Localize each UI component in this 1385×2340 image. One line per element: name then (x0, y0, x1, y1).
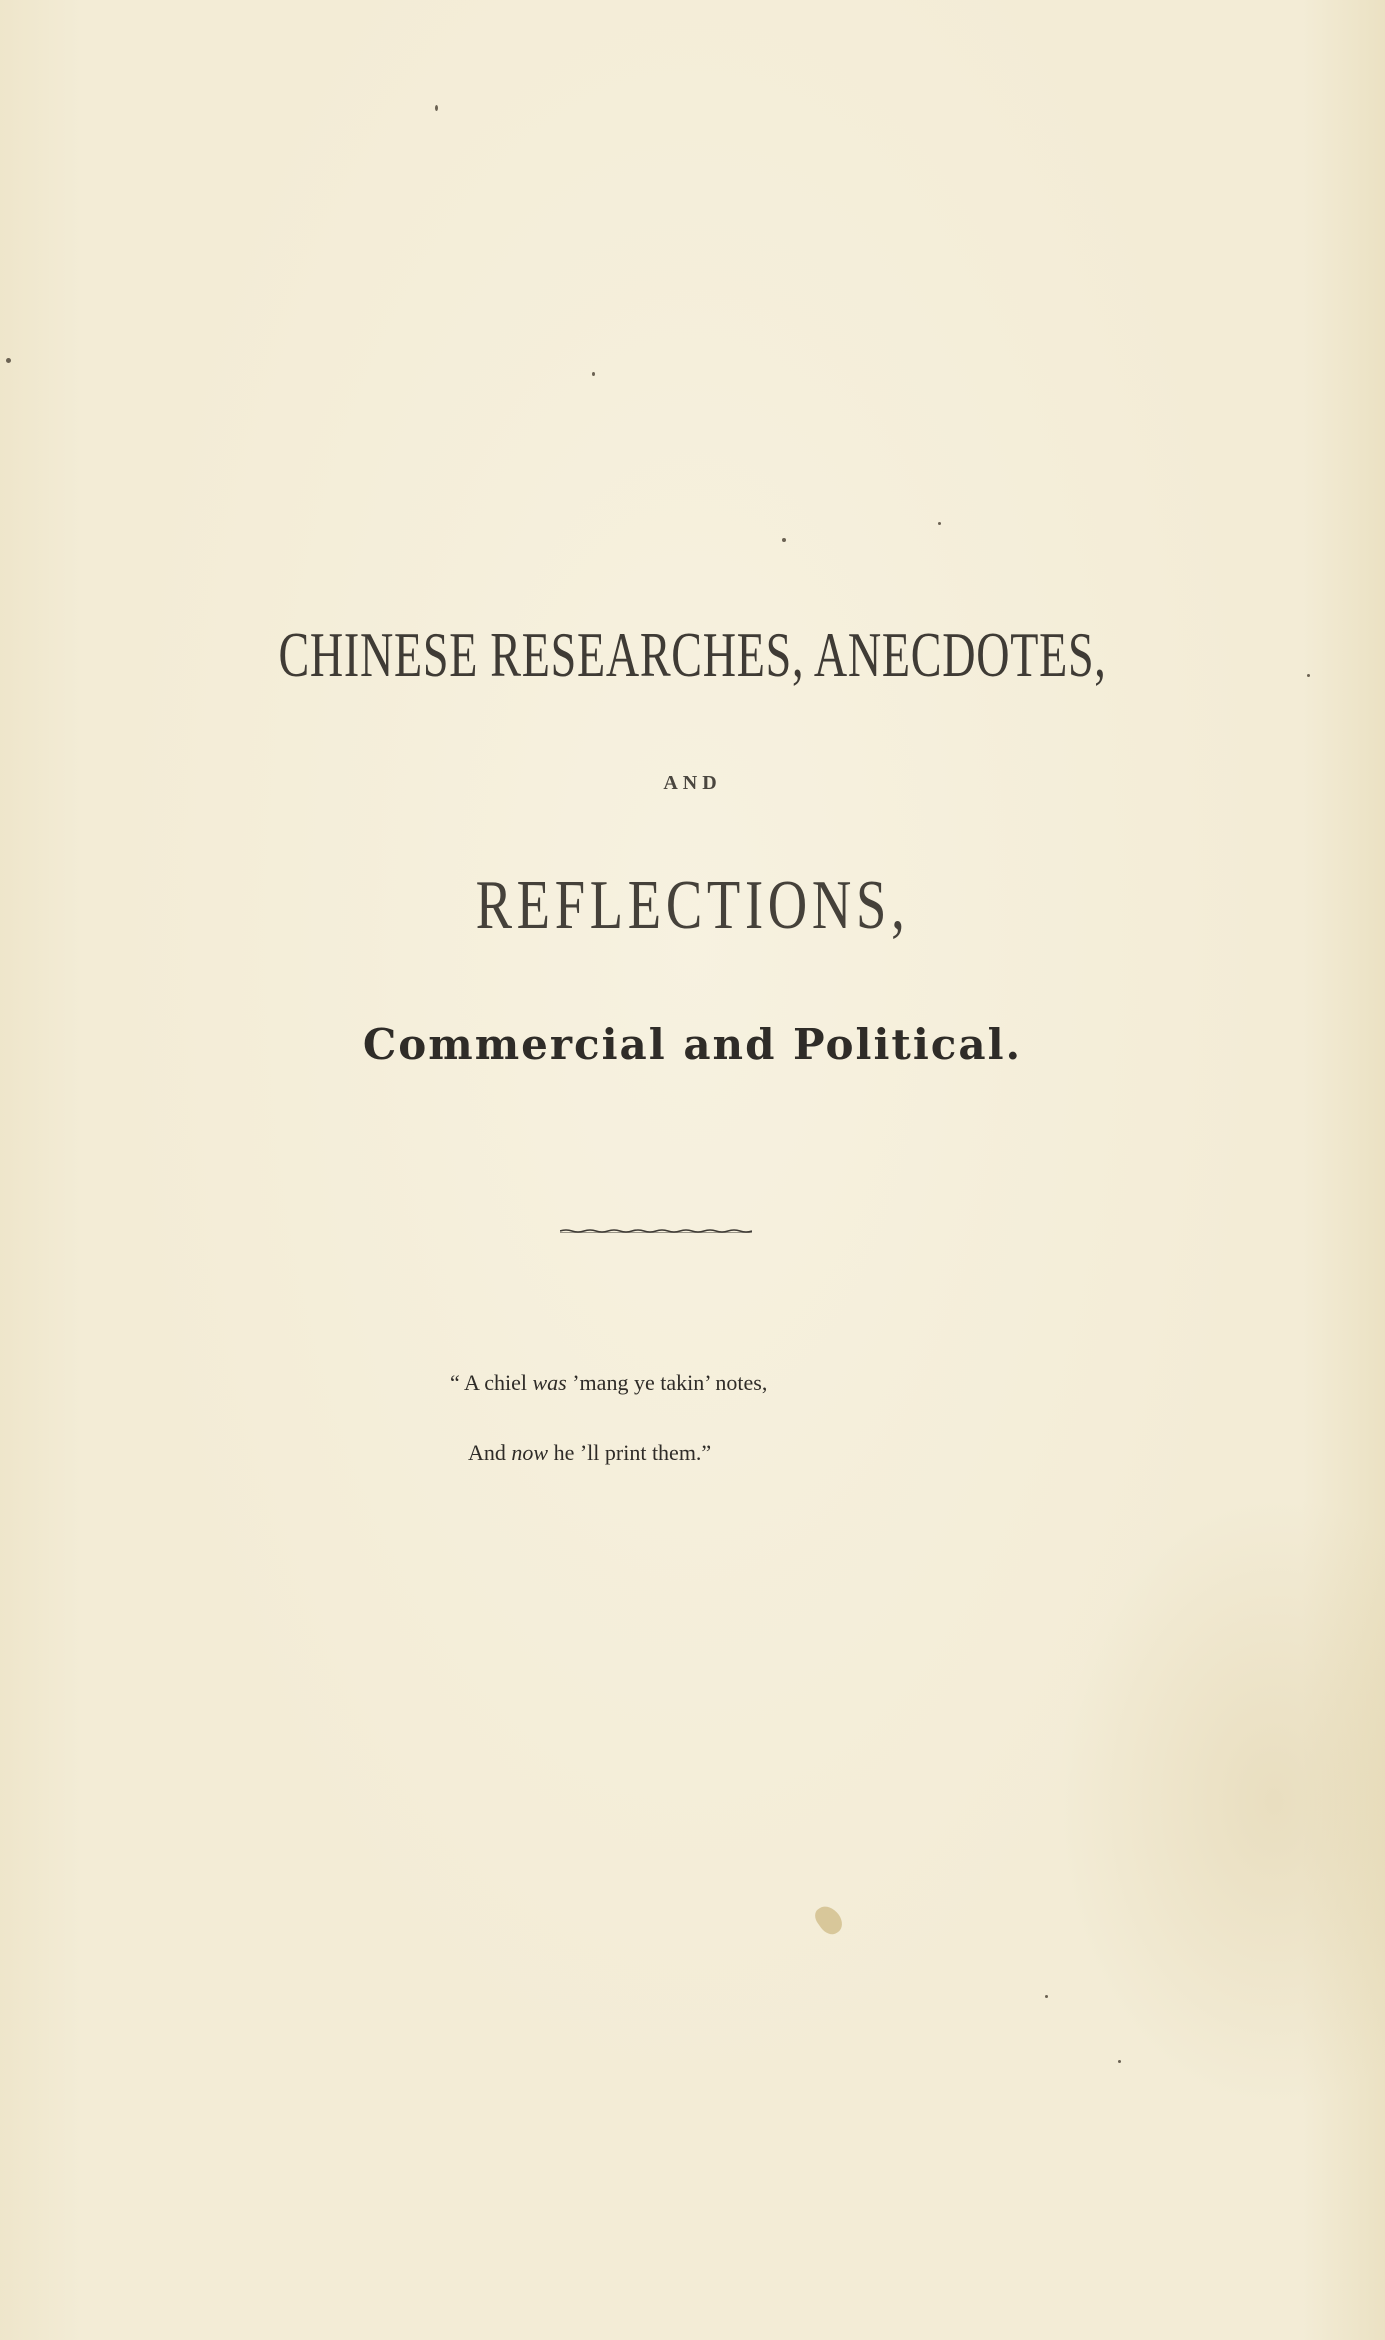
epigraph-line-1-start: “ A chiel (450, 1370, 533, 1395)
epigraph-line-2-italic: now (511, 1440, 549, 1465)
epigraph-line-2 (468, 1440, 711, 1466)
paper-speck (592, 372, 595, 376)
book-title-sub: REFLECTIONS, (475, 867, 910, 944)
title-connector: AND (663, 772, 722, 794)
paper-speck (1118, 2060, 1121, 2063)
paper-speck (811, 1901, 846, 1938)
epigraph-line-2-start: And (468, 1440, 512, 1465)
paper-speck (1307, 674, 1310, 677)
epigraph-line-1-end: ’mang ye takin’ notes, (566, 1370, 768, 1395)
paper-speck (938, 522, 941, 525)
ornamental-rule (560, 1228, 752, 1234)
epigraph-line-1 (450, 1370, 767, 1396)
epigraph-line-2-end: he ’ll print them.” (548, 1440, 712, 1465)
paper-speck (435, 105, 438, 111)
book-subtitle-blackletter: Commercial and Political. (362, 1020, 1023, 1069)
epigraph-line-1-italic: was (532, 1370, 567, 1395)
paper-speck (6, 358, 11, 363)
paper-speck (1045, 1995, 1048, 1998)
paper-speck (782, 538, 786, 542)
book-title-main: CHINESE RESEARCHES, ANECDOTES, (278, 619, 1107, 690)
